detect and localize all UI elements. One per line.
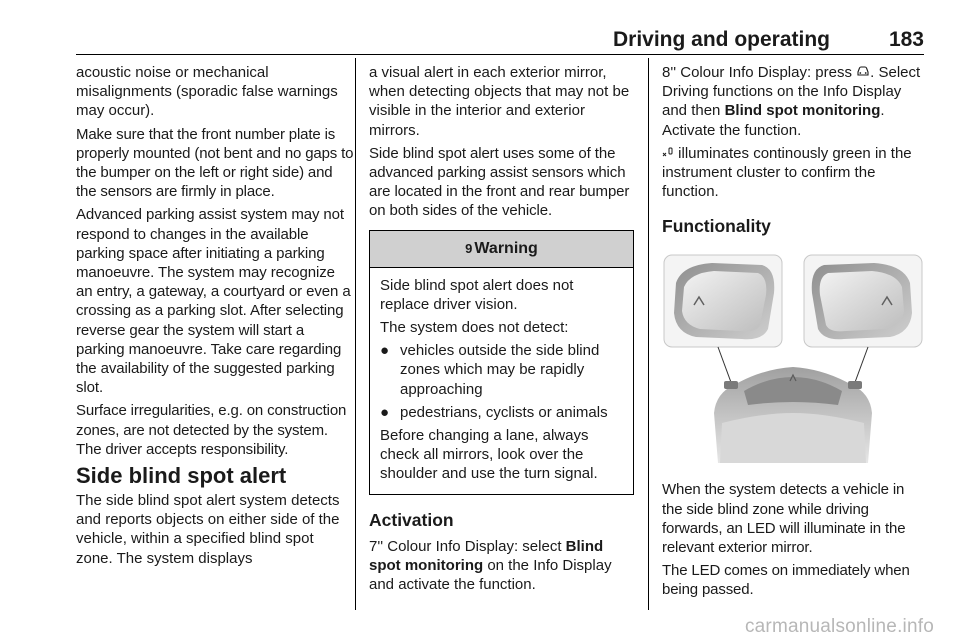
warning-symbol-icon: 9 — [465, 241, 473, 257]
paragraph: Make sure that the front number plate is properly mounted (not bent and no gaps to the bumper on the left or right side) and the sensors are firmly in place. — [76, 125, 354, 201]
column-divider — [355, 58, 356, 610]
section-title: Driving and operating — [612, 28, 830, 51]
header-divider — [76, 54, 924, 55]
bullet-icon: ● — [380, 342, 390, 360]
paragraph: a visual alert in each exterior mirror, when detecting objects that may not be visible in the interior and exterior mirrors. — [369, 64, 630, 139]
list-item: ● pedestrians, cyclists or animals — [380, 403, 608, 421]
paragraph: The side blind spot alert system detects and reports objects on either side of the vehicle, within a specified blind spot zone. The system displays — [76, 492, 340, 567]
column-divider — [648, 58, 649, 610]
page-number: 183 — [888, 28, 924, 51]
paragraph: 8'' Colour Info Display: press . Select Driving functions on the Info Display and then Blind spot monitoring. Activate the function. — [662, 64, 921, 139]
paragraph: illuminates continously green in the instrument cluster to confirm the function. — [662, 144, 912, 201]
paragraph: Side blind spot alert uses some of the advanced parking assist sensors which are located in the front and rear bumper on both sides of the vehicle. — [369, 144, 630, 220]
warning-title: Warning — [474, 239, 538, 257]
mirror-illustration — [662, 253, 924, 463]
heading-functionality: Functionality — [662, 216, 771, 237]
paragraph: Surface irregularities, e.g. on construction zones, are not detected by the system. The driver accepts responsibility. — [76, 402, 347, 458]
paragraph: Before changing a lane, always check all mirrors, look over the shoulder and use the turn signal. — [380, 427, 598, 483]
heading-side-blind-spot-alert: Side blind spot alert — [76, 463, 287, 489]
blind-spot-indicator-icon — [662, 147, 674, 158]
paragraph: Advanced parking assist system may not respond to changes in the available parking space after initiating a parking manoeuvre. The system may recognize an entry, a gateway, a courtyard or even a crossing as a parking slot. After selecting reverse gear the system will start a parking manoeuvre. Take care regarding the availability of the suggested parking slot. — [76, 206, 351, 397]
bullet-icon: ● — [380, 403, 390, 421]
column-3 — [662, 63, 928, 604]
watermark: carmanualsonline.info — [744, 616, 934, 637]
warning-box — [369, 230, 634, 495]
paragraph: Side blind spot alert does not replace driver vision. — [380, 276, 574, 313]
paragraph: The system does not detect: — [380, 319, 569, 337]
heading-activation: Activation — [369, 509, 454, 530]
paragraph: 7'' Colour Info Display: select Blind spot monitoring on the Info Display and activate the function. — [369, 537, 612, 594]
warning-header — [370, 231, 633, 268]
list-item: ● vehicles outside the side blind zones which may be rapidly approaching — [380, 342, 600, 398]
paragraph: acoustic noise or mechanical misalignments (sporadic false warnings may occur). — [76, 64, 338, 120]
car-button-icon — [856, 65, 870, 77]
column-1 — [76, 63, 354, 572]
warning-body — [370, 268, 633, 494]
paragraph: The LED comes on immediately when being passed. — [662, 562, 910, 599]
column-2 — [369, 63, 634, 598]
paragraph: When the system detects a vehicle in the side blind zone while driving forwards, an LED will illuminate in the relevant exterior mirror. — [662, 481, 906, 557]
